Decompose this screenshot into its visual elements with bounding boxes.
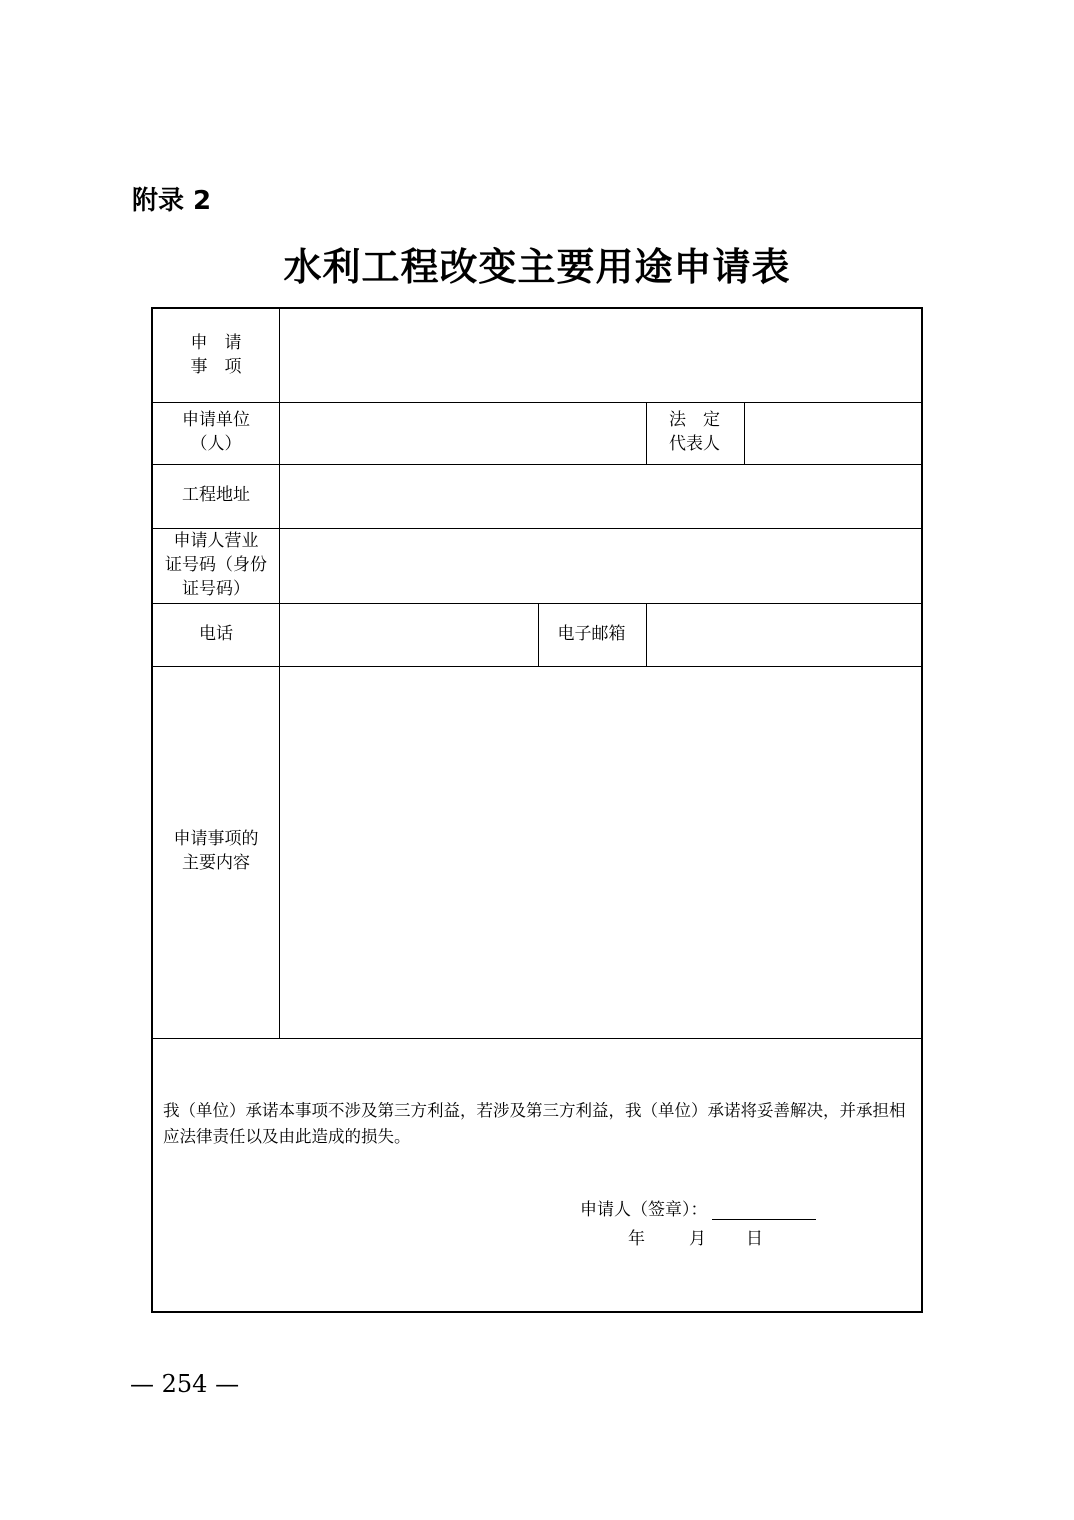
appendix-label: 附录 2 xyxy=(132,186,212,216)
label-line: 主要内容 xyxy=(182,853,250,873)
signature-line[interactable] xyxy=(712,1201,816,1220)
label-column-divider xyxy=(279,309,280,1038)
label-email xyxy=(538,602,645,665)
label-project-address xyxy=(153,463,279,527)
label-phone xyxy=(153,602,279,665)
date-year: 年 xyxy=(628,1229,645,1249)
phone-field[interactable] xyxy=(281,602,537,665)
label-line: 工程地址 xyxy=(182,485,250,505)
date-row xyxy=(628,1224,763,1249)
label-line: 代表人 xyxy=(669,434,720,454)
page-number: — 254 — xyxy=(130,1370,240,1398)
label-line: 申 请 xyxy=(190,333,242,353)
license-number-field[interactable] xyxy=(281,527,921,602)
row-divider xyxy=(153,1038,921,1039)
label-line: 证号码（身份 xyxy=(165,554,267,575)
label-line: 申请单位 xyxy=(182,410,250,430)
label-line: 电话 xyxy=(199,623,233,644)
label-license-number xyxy=(153,527,279,602)
signature-row xyxy=(580,1195,816,1220)
label-line: 电子邮箱 xyxy=(557,623,626,644)
date-day: 日 xyxy=(746,1229,763,1249)
label-main-content xyxy=(153,665,279,1037)
label-line: 申请人营业 xyxy=(173,530,259,551)
label-legal-representative xyxy=(646,401,743,463)
label-application-item xyxy=(153,309,279,401)
application-item-field[interactable] xyxy=(281,309,921,401)
signature-label: 申请人（签章）： xyxy=(580,1200,708,1220)
label-line: 证号码） xyxy=(182,578,250,599)
project-address-field[interactable] xyxy=(281,463,921,527)
label-line: 法 定 xyxy=(669,410,720,430)
label-line: 事 项 xyxy=(190,357,242,377)
form-title: 水利工程改变主要用途申请表 xyxy=(283,244,791,289)
date-month: 月 xyxy=(689,1229,706,1249)
pledge-statement: 我（单位）承诺本事项不涉及第三方利益，若涉及第三方利益，我（单位）承诺将妥善解决，并承担相应法律责任以及由此造成的损失。 xyxy=(163,1101,906,1146)
label-line: 申请事项的 xyxy=(173,829,259,849)
legal-representative-field[interactable] xyxy=(744,401,921,463)
label-applicant-unit xyxy=(153,401,279,463)
email-field[interactable] xyxy=(646,602,921,665)
applicant-unit-field[interactable] xyxy=(281,401,645,463)
label-line: （人） xyxy=(190,434,242,454)
main-content-field[interactable] xyxy=(281,665,921,1037)
